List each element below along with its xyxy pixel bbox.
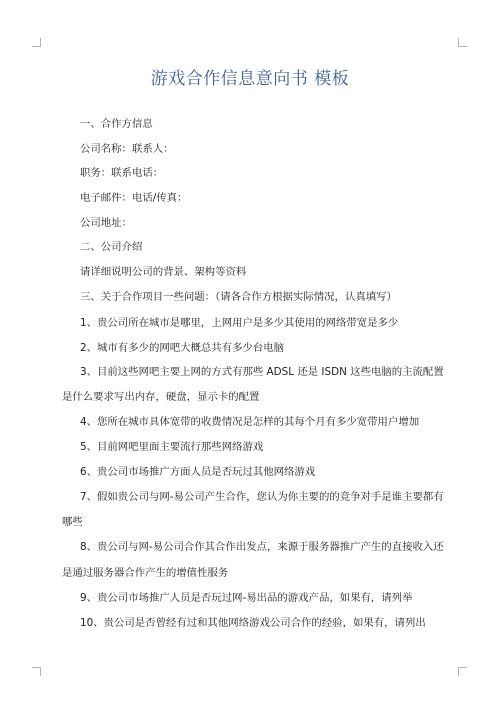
question-3-continued: 是什么要求写出内存，硬盘，显示卡的配置 (62, 391, 260, 403)
question-5: 5、目前网吧里面主要流行那些网络游戏 (80, 441, 264, 453)
field-company-name-contact: 公司名称：联系人： (80, 143, 174, 155)
question-6: 6、贵公司市场推广方面人员是否玩过其他网络游戏 (80, 466, 316, 478)
question-10: 10、贵公司是否曾经有过和其他网络游戏公司合作的经验，如果有，请列出 (80, 617, 426, 629)
question-1: 1、贵公司所在城市是哪里，上网用户是多少其使用的网络带宽是多少 (80, 317, 399, 329)
company-intro-instruction: 请详细说明公司的背景、架构等资料 (80, 266, 247, 278)
field-company-address: 公司地址： (80, 217, 132, 229)
question-4: 4、您所在城市具体宽带的收费情况是怎样的其每个月有多少宽带用户增加 (80, 416, 420, 428)
field-position-phone: 职务：联系电话： (80, 167, 164, 179)
crop-mark-top-left (32, 38, 41, 47)
crop-mark-bottom-right (458, 667, 467, 676)
question-7: 7、假如贵公司与网-易公司产生合作，您认为你主要的的竞争对手是谁主要都有 (80, 491, 444, 503)
question-3: 3、目前这些网吧主要上网的方式有那些 ADSL 还是 ISDN 这些电脑的主流配置 (80, 366, 444, 378)
section-heading-company-intro: 二、公司介绍 (80, 241, 143, 253)
document-title: 游戏合作信息意向书 模板 (150, 69, 350, 89)
question-7-continued: 哪些 (62, 516, 83, 528)
question-2: 2、城市有多少的网吧大概总共有多少台电脑 (80, 342, 285, 354)
field-email-phone-fax: 电子邮件：电话/传真： (80, 192, 188, 204)
question-9: 9、贵公司市场推广人员是否玩过网-易出品的游戏产品，如果有，请列举 (80, 592, 413, 604)
question-8: 8、贵公司与网-易公司合作其合作出发点，来源于服务器推广产生的直接收入还 (80, 541, 444, 553)
section-heading-partner-info: 一、合作方信息 (80, 118, 153, 130)
crop-mark-top-right (458, 38, 467, 47)
question-8-continued: 是通过服务器合作产生的增值性服务 (62, 567, 229, 579)
crop-mark-bottom-left (32, 667, 41, 676)
section-heading-cooperation-questions: 三、关于合作项目一些问题：（请各合作方根据实际情况，认真填写） (80, 291, 397, 303)
